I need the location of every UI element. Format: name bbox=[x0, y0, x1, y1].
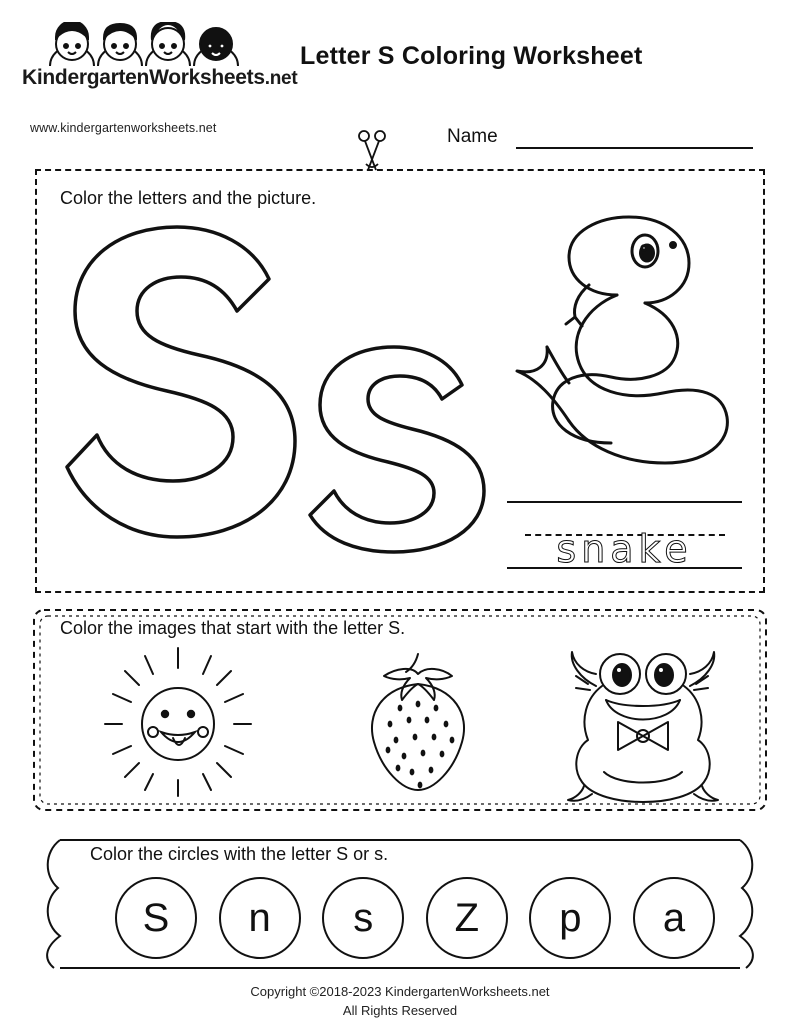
logo-text-worksheets: Worksheets bbox=[149, 66, 265, 89]
page-header bbox=[0, 18, 800, 147]
strawberry-illustration[interactable] bbox=[348, 644, 488, 804]
lowercase-s-outline[interactable] bbox=[302, 341, 502, 556]
logo-text-kindergarten: Kindergarten bbox=[22, 66, 150, 89]
letter-circle-6[interactable]: a bbox=[633, 877, 715, 959]
uppercase-s-outline[interactable] bbox=[57, 219, 317, 549]
name-label: Name bbox=[447, 126, 498, 147]
frog-illustration[interactable] bbox=[558, 644, 728, 809]
kids-logo-icon bbox=[36, 22, 266, 72]
rights-text: All Rights Reserved bbox=[342, 1003, 458, 1018]
letter-circle-3[interactable]: s bbox=[322, 877, 404, 959]
section3-instruction: Color the circles with the letter S or s. bbox=[90, 844, 389, 864]
logo-text-tld: .net bbox=[264, 68, 298, 89]
letter-circle-4[interactable]: Z bbox=[426, 877, 508, 959]
section-color-images bbox=[28, 604, 772, 816]
letter-circle-2[interactable]: n bbox=[219, 877, 301, 959]
section-color-circles bbox=[20, 826, 780, 974]
page-title: Letter S Coloring Worksheet bbox=[300, 42, 643, 70]
site-logo[interactable] bbox=[22, 22, 298, 102]
section1-instruction: Color the letters and the picture. bbox=[60, 188, 317, 208]
snake-outline-illustration[interactable] bbox=[477, 211, 757, 491]
page-footer bbox=[0, 982, 800, 1020]
letter-circle-5[interactable]: p bbox=[529, 877, 611, 959]
trace-line-top bbox=[507, 501, 742, 503]
trace-word-snake[interactable]: snake bbox=[556, 527, 693, 571]
section-color-letters bbox=[35, 169, 765, 593]
sun-illustration[interactable] bbox=[103, 644, 253, 799]
picture-row bbox=[58, 644, 742, 809]
section2-instruction: Color the images that start with the letter S. bbox=[60, 618, 406, 638]
name-input-line[interactable] bbox=[516, 147, 753, 149]
letter-circle-1[interactable]: S bbox=[115, 877, 197, 959]
copyright-text: Copyright ©2018-2023 KindergartenWorksheets.net bbox=[250, 984, 550, 999]
site-url: www.kindergartenworksheets.net bbox=[30, 121, 217, 135]
logo-wordmark bbox=[22, 66, 298, 90]
letter-circles-row bbox=[115, 870, 715, 966]
word-tracing-lines bbox=[507, 501, 742, 569]
